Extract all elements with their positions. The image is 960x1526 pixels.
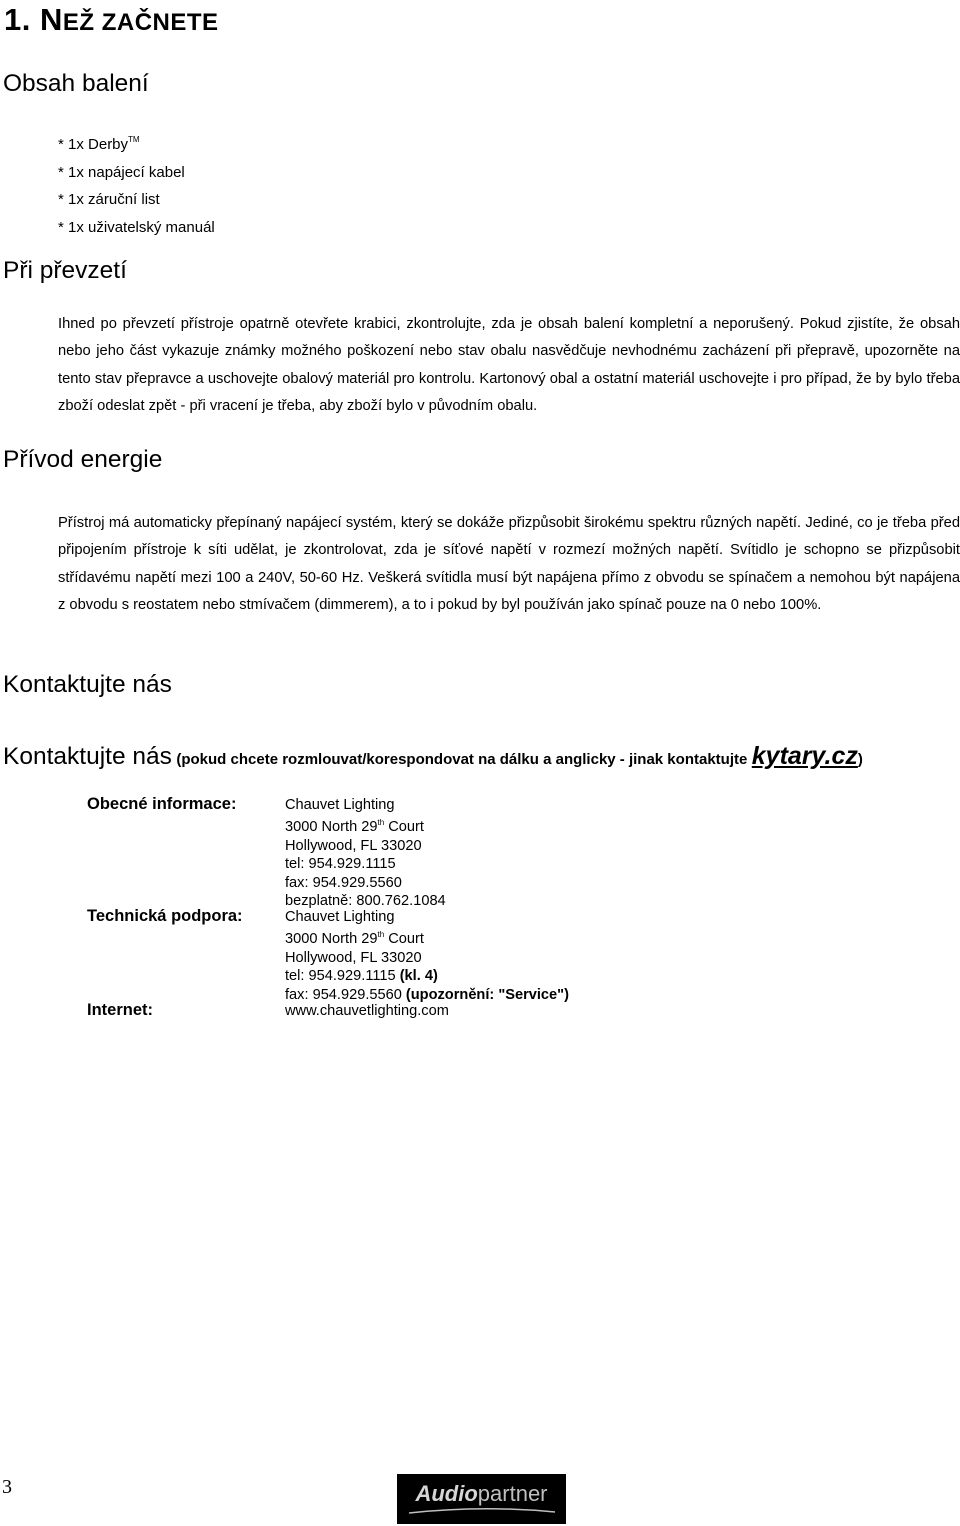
chapter-number: 1. <box>4 2 31 37</box>
list-item: * 1x napájecí kabel <box>58 163 185 181</box>
package-list <box>58 126 215 241</box>
chapter-title-rest: EŽ ZAČNETE <box>62 9 219 36</box>
chapter-title <box>4 2 219 38</box>
support-label: Technická podpora: <box>87 907 243 925</box>
receipt-paragraph: Ihned po převzetí přístroje opatrně otevřete krabici, zkontrolujte, zda je obsah balení kompletní a neporušený. Pokud zjistíte, že obsah nebo jeho část vykazuje známky možného poškození nebo stav obalu nasvědčuje nevhodnému zacházení při přepravě, upozorněte na tento stav přepravce a uschovejte obalový materiál pro kontrolu. Kartonový obal a ostatní materiál uschovejte i pro případ, že by bylo třeba zboží odeslat zpět - při vracení je třeba, aby zboží bylo v původním obalu. <box>58 316 960 414</box>
list-item: * 1x záruční list <box>58 191 160 208</box>
page-number: 3 <box>2 1476 12 1498</box>
contact-note-close: ) <box>857 751 863 768</box>
contact-heading: Kontaktujte nás <box>3 671 172 698</box>
power-paragraph: Přístroj má automaticky přepínaný napájecí systém, který se dokáže přizpůsobit širokému spektru různých napětí. Jediné, co je třeba před připojením přístroje k síti udělat, je zkontrolovat, zda je síťové napětí v rozmezí možných napětí. Svítidlo je schopno se přizpůsobit střídavému napětí mezi 100 a 240V, 50-60 Hz. Veškerá svítidla musí být napájena přímo z obvodu se spínačem a nemohou být napájena z obvodu s reostatem nebo stmívačem (dimmerem), a to i pokud by byl používán jako spínač pouze na 0 nebo 100%. <box>58 515 960 613</box>
receipt-heading: Při převzetí <box>3 257 127 284</box>
kytary-link[interactable]: kytary.cz <box>751 742 858 770</box>
website-link[interactable]: www.chauvetlighting.com <box>285 1003 449 1019</box>
general-info-label: Obecné informace: <box>87 795 237 813</box>
contact-heading-secondary <box>3 742 863 771</box>
audiopartner-logo: Audiopartner <box>397 1474 566 1524</box>
internet-label: Internet: <box>87 1001 153 1019</box>
general-info-address: Chauvet Lighting 3000 North 29th Court Hollywood, FL 33020 tel: 954.929.1115 fax: 954.929.5560 bezplatně: 800.762.1084 <box>285 797 446 910</box>
package-heading: Obsah balení <box>3 70 149 97</box>
logo-swoosh-icon <box>407 1507 557 1515</box>
list-item: * 1x Derby™ <box>58 135 140 153</box>
contact-heading-2: Kontaktujte nás <box>3 743 172 770</box>
support-address: Chauvet Lighting 3000 North 29th Court Hollywood, FL 33020 tel: 954.929.1115 (kl. 4) fax: 954.929.5560 (upozornění: "Service") <box>285 909 569 1003</box>
chapter-title-initial: N <box>39 2 63 37</box>
contact-note: (pokud chcete rozmlouvat/korespondovat na dálku a anglicky - jinak kontaktujte <box>176 751 748 768</box>
power-heading: Přívod energie <box>3 446 163 473</box>
list-item: * 1x uživatelský manuál <box>58 218 215 236</box>
